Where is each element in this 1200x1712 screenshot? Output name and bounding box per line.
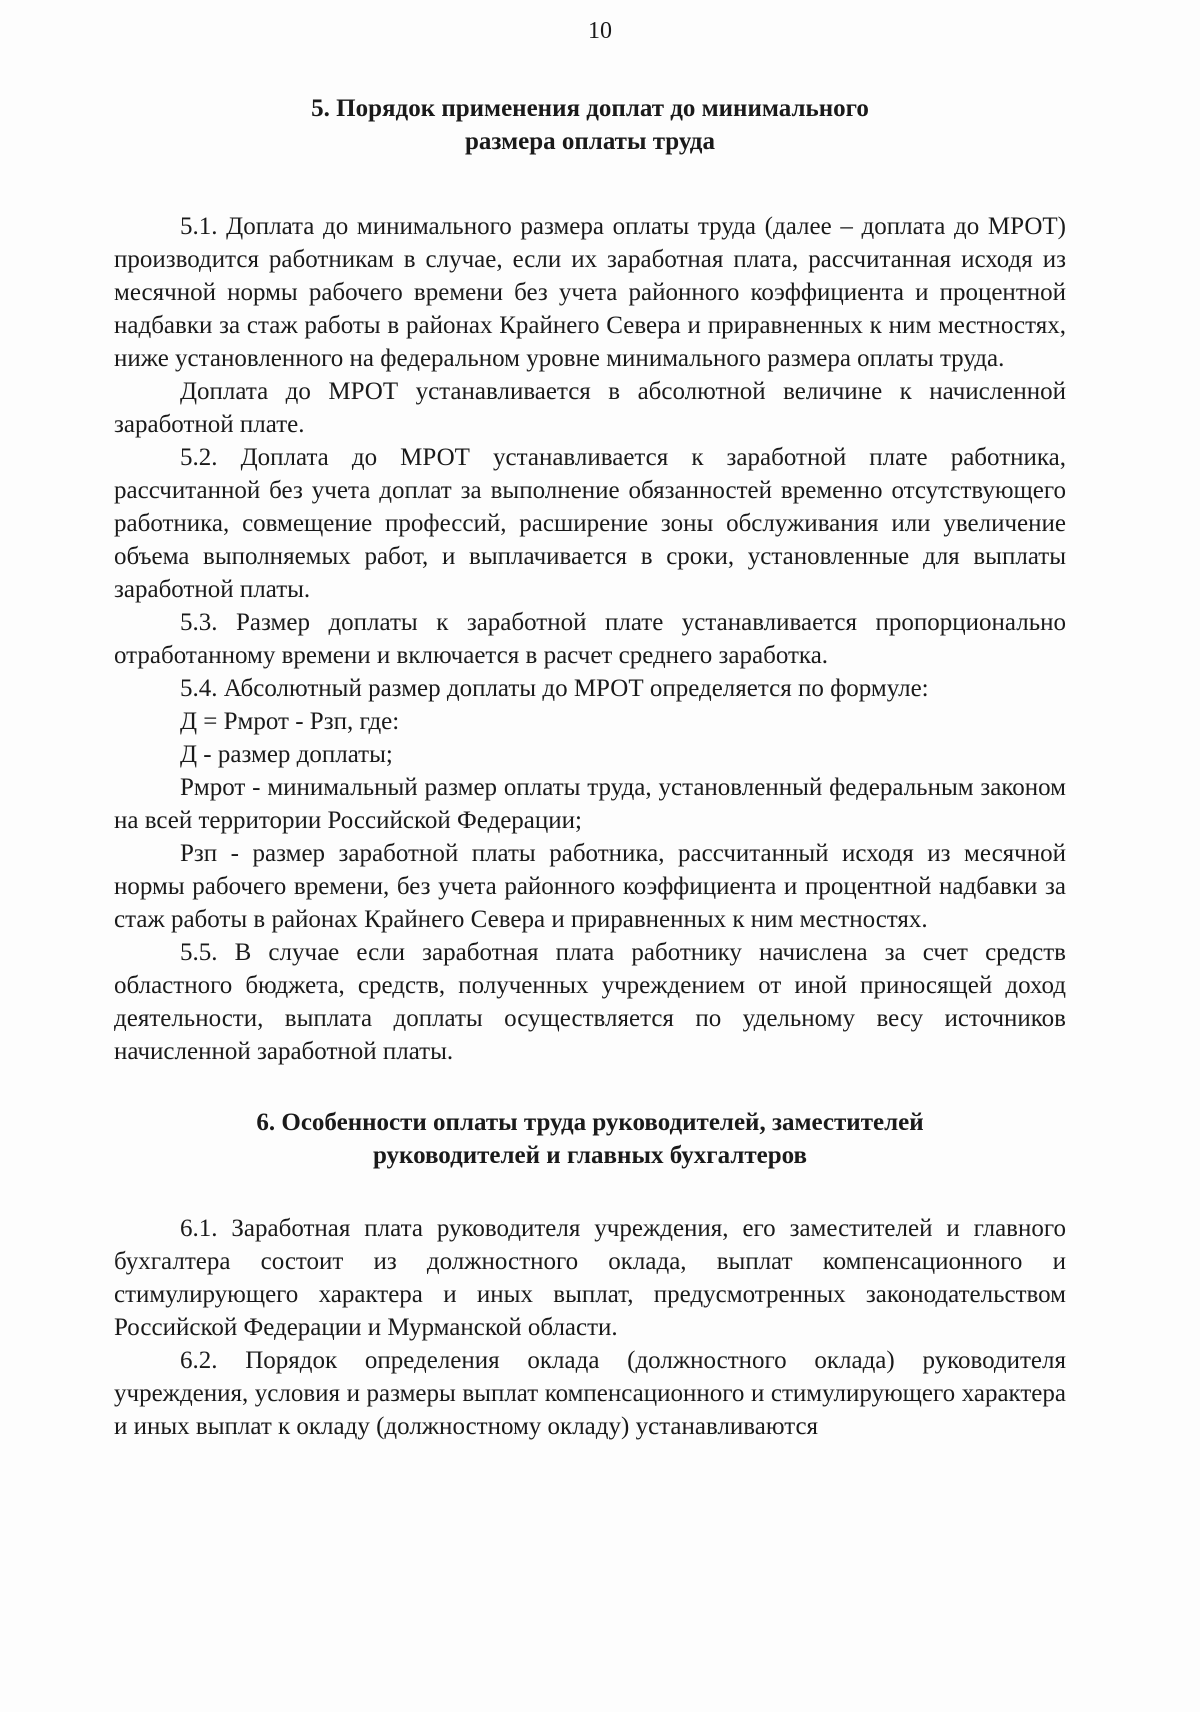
paragraph-5-1-continued: Доплата до МРОТ устанавливается в абсолютной величине к начисленной заработной плате. [114,378,1066,438]
document-body [114,92,1066,1443]
section-5-title-line2: размера оплаты труда [465,128,715,155]
formula-line: Д = Рмрот - Рзп, где: [180,708,400,735]
page-number: 10 [588,18,612,44]
section-6-title-line2: руководителей и главных бухгалтеров [372,1142,808,1169]
formula-definition-rzp: Рзп - размер заработной платы работника, рассчитанный исходя из месячной нормы рабочего времени, без учета районного коэффициента и процентной надбавки за стаж работы в районах Крайнего Севера и приравненных к ним местностях. [114,840,1066,933]
formula-definition-d: Д - размер доплаты; [180,741,393,768]
paragraph-5-4: 5.4. Абсолютный размер доплаты до МРОТ определяется по формуле: [180,675,929,702]
section-5-title-line1: 5. Порядок применения доплат до минимального [311,95,869,122]
paragraph-5-2: 5.2. Доплата до МРОТ устанавливается к заработной плате работника, рассчитанной без учета доплат за выполнение обязанностей временно отсутствующего работника, совмещение профессий, расширение зоны обслуживания или увеличение объема выполняемых работ, и выплачивается в сроки, установленные для выплаты заработной платы. [114,444,1066,603]
section-5-title [114,92,1066,158]
paragraph-5-1: 5.1. Доплата до минимального размера оплаты труда (далее – доплата до МРОТ) производится работникам в случае, если их заработная плата, рассчитанная исходя из месячной нормы рабочего времени без учета районного коэффициента и процентной надбавки за стаж работы в районах Крайнего Севера и приравненных к ним местностях, ниже установленного на федеральном уровне минимального размера оплаты труда. [114,213,1066,372]
paragraph-6-2: 6.2. Порядок определения оклада (должностного оклада) руководителя учреждения, условия и размеры выплат компенсационного и стимулирующего характера и иных выплат к окладу (должностному окладу) устанавливаются [114,1347,1066,1440]
section-6-title [114,1106,1066,1172]
formula-definition-rmrot: Рмрот - минимальный размер оплаты труда, установленный федеральным законом на всей территории Российской Федерации; [114,774,1066,834]
paragraph-5-3: 5.3. Размер доплаты к заработной плате устанавливается пропорционально отработанному времени и включается в расчет среднего заработка. [114,609,1066,669]
section-6-title-line1: 6. Особенности оплаты труда руководителей, заместителей [256,1109,924,1136]
paragraph-5-5: 5.5. В случае если заработная плата работнику начислена за счет средств областного бюджета, средств, полученных учреждением от иной приносящей доход деятельности, выплата доплаты осуществляется по удельному весу источников начисленной заработной платы. [114,939,1066,1065]
paragraph-6-1: 6.1. Заработная плата руководителя учреждения, его заместителей и главного бухгалтера состоит из должностного оклада, выплат компенсационного и стимулирующего характера и иных выплат, предусмотренных законодательством Российской Федерации и Мурманской области. [114,1215,1066,1341]
